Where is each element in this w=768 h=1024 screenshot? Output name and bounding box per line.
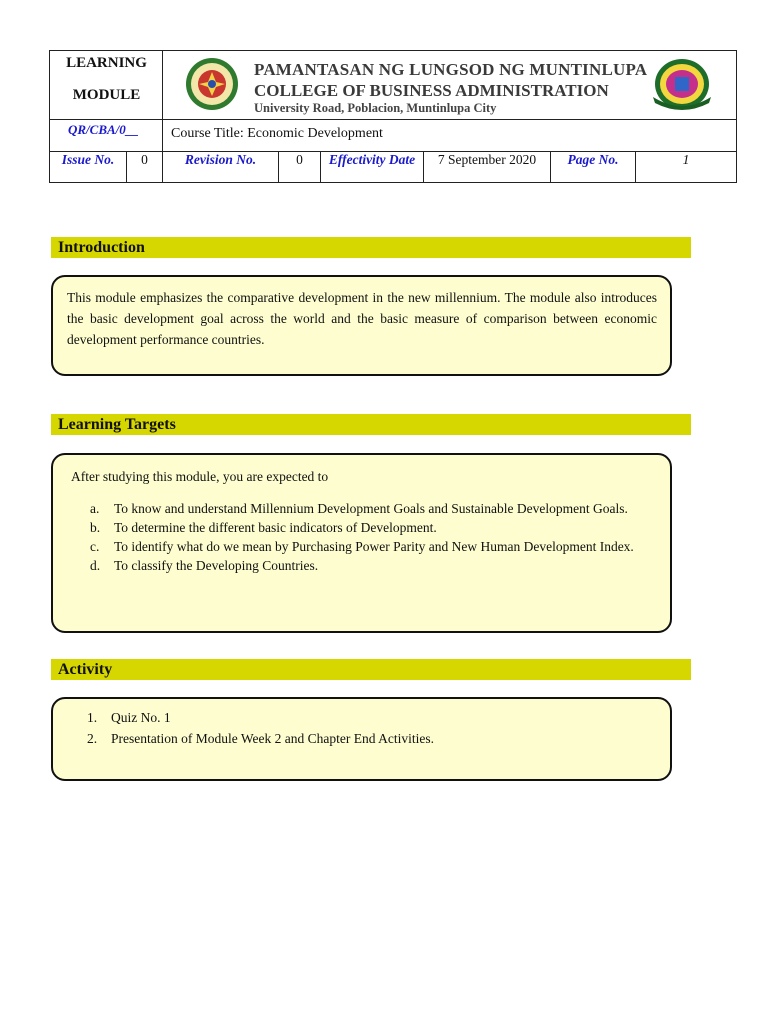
list-item (90, 518, 660, 537)
list-item (87, 707, 647, 728)
issue-value: 0 (141, 152, 148, 167)
university-address: University Road, Poblacion, Muntinlupa City (254, 101, 497, 115)
list-item-text: To classify the Developing Countries. (114, 558, 319, 573)
learning-targets-lead: After studying this module, you are expected to (71, 469, 329, 484)
document-header (49, 50, 737, 183)
list-item (90, 499, 660, 518)
list-marker: a. (90, 501, 100, 516)
list-marker: d. (90, 558, 101, 573)
header-row-control (50, 151, 736, 182)
document-code: QR/CBA/0__ (68, 122, 139, 137)
list-marker: 1. (87, 710, 98, 725)
learning-module-title (50, 51, 163, 119)
learning-label: LEARNING (66, 55, 147, 71)
list-item-text: To determine the different basic indicators of Development. (114, 520, 437, 535)
university-seal-icon (185, 57, 239, 111)
list-item (90, 537, 660, 556)
activity-heading: Activity (51, 659, 691, 680)
activity-box (51, 697, 672, 781)
list-marker: b. (90, 520, 101, 535)
activity-list (87, 707, 647, 749)
effectivity-value: 7 September 2020 (437, 152, 537, 167)
list-item-text: Quiz No. 1 (111, 710, 171, 725)
header-row-course (50, 119, 736, 152)
page-label: Page No. (567, 152, 619, 167)
header-row-title (50, 51, 736, 120)
list-marker: 2. (87, 731, 98, 746)
learning-targets-box (51, 453, 672, 633)
introduction-box (51, 275, 672, 376)
learning-targets-list (90, 499, 660, 575)
list-marker: c. (90, 539, 100, 554)
introduction-text: This module emphasizes the comparative development in the new millennium. The module also introduces the basic development goal across the world and the basic measure of comparison between economic development performance countries. (67, 290, 657, 347)
introduction-heading: Introduction (51, 237, 691, 258)
effectivity-label: Effectivity Date (328, 152, 416, 167)
list-item-text: To identify what do we mean by Purchasing Power Parity and New Human Development Index. (114, 539, 634, 554)
revision-label: Revision No. (184, 152, 257, 167)
college-seal-icon (647, 57, 717, 111)
college-name: COLLEGE OF BUSINESS ADMINISTRATION (254, 81, 609, 100)
list-item-text: Presentation of Module Week 2 and Chapter End Activities. (111, 731, 434, 746)
issue-label: Issue No. (61, 152, 115, 167)
page-value: 1 (682, 152, 690, 167)
list-item-text: To know and understand Millennium Development Goals and Sustainable Development Goals. (114, 501, 628, 516)
revision-value: 0 (296, 152, 303, 167)
learning-targets-heading: Learning Targets (51, 414, 691, 435)
university-block (254, 59, 648, 115)
list-item (90, 556, 660, 575)
course-title: Course Title: Economic Development (171, 126, 383, 141)
list-item (87, 728, 647, 749)
university-name: PAMANTASAN NG LUNGSOD NG MUNTINLUPA (254, 60, 648, 79)
module-label: MODULE (72, 87, 141, 103)
